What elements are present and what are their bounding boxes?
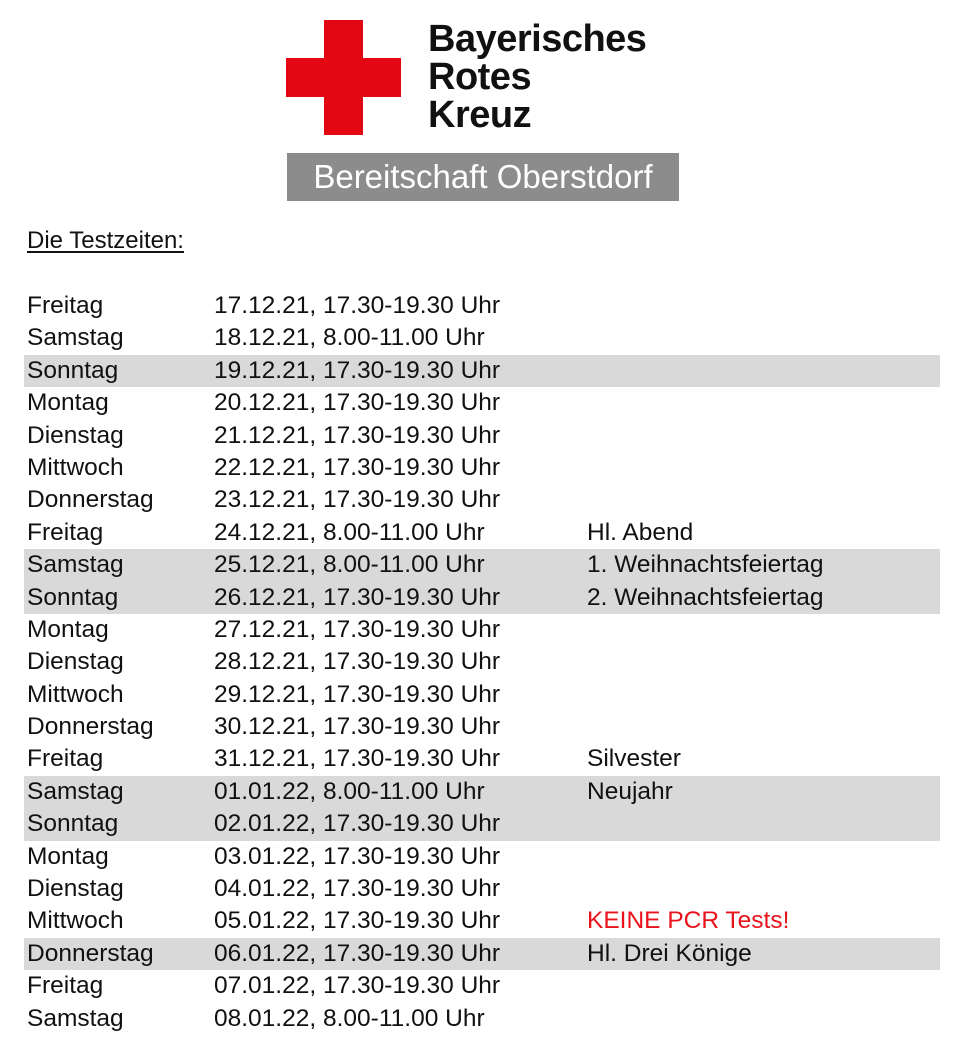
schedule-note: Silvester: [587, 745, 681, 773]
schedule-day: Dienstag: [27, 421, 124, 449]
schedule-day: Samstag: [27, 1004, 124, 1032]
schedule-note: Hl. Abend: [587, 518, 694, 546]
schedule-day: Sonntag: [27, 810, 119, 838]
schedule-row: [24, 841, 940, 873]
subtitle-banner: Bereitschaft Oberstdorf: [287, 153, 679, 201]
schedule-row: [24, 322, 940, 354]
schedule-row: [24, 420, 940, 452]
schedule-day: Sonntag: [27, 583, 119, 611]
schedule-time: 21.12.21, 17.30-19.30 Uhr: [214, 421, 501, 449]
schedule-day: Donnerstag: [27, 486, 154, 514]
schedule-day: Montag: [27, 615, 109, 643]
schedule-day: Sonntag: [27, 356, 119, 384]
schedule-row: [24, 582, 940, 614]
schedule-day: Samstag: [27, 551, 124, 579]
schedule-time: 19.12.21, 17.30-19.30 Uhr: [214, 356, 501, 384]
red-cross-icon: [286, 20, 401, 135]
schedule-alert-note: KEINE PCR Tests!: [587, 907, 790, 935]
schedule-day: Samstag: [27, 777, 124, 805]
schedule-time: 26.12.21, 17.30-19.30 Uhr: [214, 583, 501, 611]
schedule-heading: Die Testzeiten:: [27, 227, 184, 254]
schedule-row: [24, 614, 940, 646]
schedule-time: 24.12.21, 8.00-11.00 Uhr: [214, 518, 485, 546]
schedule-day: Mittwoch: [27, 453, 124, 481]
schedule-time: 27.12.21, 17.30-19.30 Uhr: [214, 615, 501, 643]
schedule-row: [24, 646, 940, 678]
schedule-day: Freitag: [27, 745, 104, 773]
schedule-day: Montag: [27, 389, 109, 417]
schedule-row: [24, 1003, 940, 1035]
schedule-time: 23.12.21, 17.30-19.30 Uhr: [214, 486, 501, 514]
schedule-note: 2. Weihnachtsfeiertag: [587, 583, 824, 611]
organization-name: [428, 20, 646, 134]
schedule-time: 31.12.21, 17.30-19.30 Uhr: [214, 745, 501, 773]
schedule-row: [24, 679, 940, 711]
schedule-note: 1. Weihnachtsfeiertag: [587, 551, 824, 579]
schedule-row: [24, 711, 940, 743]
schedule-time: 30.12.21, 17.30-19.30 Uhr: [214, 713, 501, 741]
schedule-time: 01.01.22, 8.00-11.00 Uhr: [214, 777, 485, 805]
schedule-time: 04.01.22, 17.30-19.30 Uhr: [214, 875, 501, 903]
schedule-day: Donnerstag: [27, 713, 154, 741]
schedule-row: [24, 873, 940, 905]
schedule-time: 25.12.21, 8.00-11.00 Uhr: [214, 551, 485, 579]
schedule-time: 18.12.21, 8.00-11.00 Uhr: [214, 324, 485, 352]
schedule-day: Mittwoch: [27, 907, 124, 935]
schedule-day: Dienstag: [27, 875, 124, 903]
schedule-row: [24, 743, 940, 775]
schedule-row: [24, 484, 940, 516]
schedule-time: 20.12.21, 17.30-19.30 Uhr: [214, 389, 501, 417]
schedule-day: Dienstag: [27, 648, 124, 676]
schedule-row: [24, 452, 940, 484]
organization-name-line-1: Bayerisches: [428, 18, 647, 60]
schedule-row: [24, 808, 940, 840]
schedule-time: 29.12.21, 17.30-19.30 Uhr: [214, 680, 501, 708]
schedule-day: Montag: [27, 842, 109, 870]
schedule-time: 22.12.21, 17.30-19.30 Uhr: [214, 453, 501, 481]
schedule-time: 28.12.21, 17.30-19.30 Uhr: [214, 648, 501, 676]
schedule-day: Freitag: [27, 292, 104, 319]
schedule-time: 05.01.22, 17.30-19.30 Uhr: [214, 907, 501, 935]
schedule-row: [24, 355, 940, 387]
schedule-row: [24, 387, 940, 419]
schedule-day: Freitag: [27, 518, 104, 546]
schedule-row: [24, 905, 940, 937]
schedule-time: 06.01.22, 17.30-19.30 Uhr: [214, 939, 501, 967]
schedule-row: [24, 970, 940, 1002]
schedule-row: [24, 938, 940, 970]
schedule-day: Samstag: [27, 324, 124, 352]
schedule-time: 17.12.21, 17.30-19.30 Uhr: [214, 292, 501, 319]
schedule-time: 07.01.22, 17.30-19.30 Uhr: [214, 972, 501, 1000]
schedule-day: Donnerstag: [27, 939, 154, 967]
schedule-row: [24, 517, 940, 549]
brk-logo: [286, 20, 686, 140]
schedule-row: [24, 549, 940, 581]
schedule-note: Neujahr: [587, 777, 673, 805]
schedule-note: Hl. Drei Könige: [587, 939, 752, 967]
schedule-time: 03.01.22, 17.30-19.30 Uhr: [214, 842, 501, 870]
schedule-time: 02.01.22, 17.30-19.30 Uhr: [214, 810, 501, 838]
schedule-row: [24, 290, 940, 322]
schedule-day: Mittwoch: [27, 680, 124, 708]
schedule-day: Freitag: [27, 972, 104, 1000]
organization-name-line-2: Rotes: [428, 56, 532, 98]
schedule-time: 08.01.22, 8.00-11.00 Uhr: [214, 1004, 485, 1032]
organization-name-line-3: Kreuz: [428, 94, 532, 136]
schedule-table: [24, 290, 940, 1035]
schedule-row: [24, 776, 940, 808]
